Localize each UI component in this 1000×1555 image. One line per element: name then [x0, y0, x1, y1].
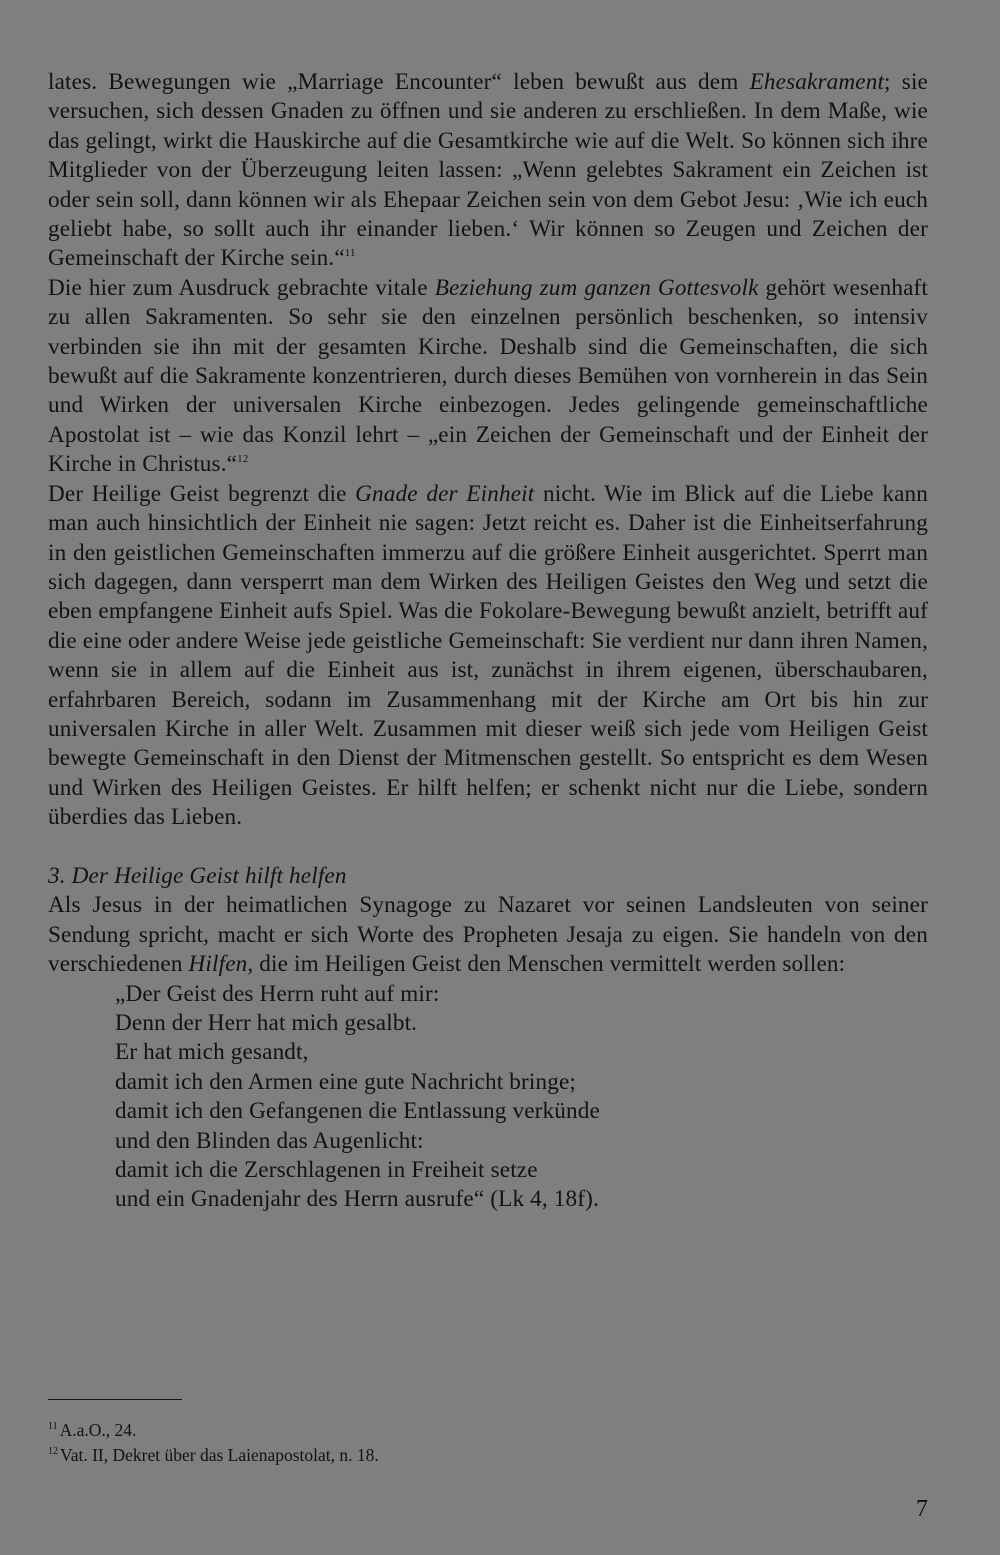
quote-line: Denn der Herr hat mich gesalbt. [115, 1009, 418, 1036]
section-heading: 3. Der Heilige Geist hilft helfen [48, 862, 347, 889]
paragraph [48, 891, 928, 979]
emphasis: Beziehung zum ganzen Gottesvolk [434, 274, 759, 301]
quote-line: „Der Geist des Herrn ruht auf mir: [115, 980, 440, 1007]
paragraph [48, 68, 928, 274]
quote-line: und ein Gnadenjahr des Herrn ausrufe“ (Lk 4, 18f). [115, 1186, 599, 1213]
footnote-text: Vat. II, Dekret über das Laienapostolat, n. 18. [60, 1445, 379, 1465]
footnote-text: A.a.O., 24. [59, 1420, 137, 1440]
text-run: nicht. Wie im Blick auf die Liebe kann man auch hinsichtlich der Einheit nie sagen: Jetzt reicht es. Daher ist die Einheitserfahrung in den geistlichen Gemeinschaften immerzu auf die größere Einheit ausgerichtet. Sperrt man sich dagegen, dann versperrt man dem Wirken des Heiligen Geistes den Weg und setzt die eben empfangene Einheit aufs Spiel. Was die Fokolare-Bewegung bewußt anzielt, betrifft auf die eine oder andere Weise jede geistliche Gemeinschaft: Sie verdient nur dann ihren Namen, wenn sie in allem auf die Einheit aus ist, zunächst in ihrem eigenen, überschaubaren, erfahrbaren Bereich, sodann im Zusammenhang mit der Kirche am Ort bis hin zur universalen Kirche in aller Welt. Zusammen mit dieser weiß sich jede vom Heiligen Geist bewegte Gemeinschaft in den Dienst der Mitmenschen gestellt. So entspricht es dem Wesen und Wirken des Heiligen Geistes. Er hilft helfen; er schenkt nicht nur die Liebe, sondern überdies das Lieben. [48, 480, 928, 831]
quote-line: und den Blinden das Augenlicht: [115, 1127, 424, 1154]
footnote [48, 1418, 928, 1443]
emphasis: Gnade der Einheit [355, 480, 535, 507]
quote-line: damit ich die Zerschlagenen in Freiheit setze [115, 1157, 538, 1184]
emphasis: Ehesakrament [749, 69, 885, 95]
page-number: 7 [916, 1496, 928, 1522]
footnote-reference: 11 [344, 247, 356, 260]
text-run: Die hier zum Ausdruck gebrachte vitale [48, 274, 435, 301]
scripture-quote [115, 980, 928, 1215]
quote-line: damit ich den Armen eine gute Nachricht bringe; [115, 1068, 576, 1095]
text-run: Der Heilige Geist begrenzt die [48, 480, 356, 507]
body-text [48, 68, 928, 1215]
footnote-divider [48, 1399, 182, 1400]
text-run: gehört wesenhaft zu allen Sakramenten. So sehr sie den einzelnen persönlich beschenken, so intensiv verbinden sie ihn mit der gesamten Kirche. Deshalb sind die Gemeinschaften, die sich bewußt auf die Sakramente konzentrieren, durch dieses Bemühen von vornherein in das Sein und Wirken der universalen Kirche einbezogen. Jedes gelingende gemeinschaftliche Apostolat ist – wie das Konzil lehrt – „ein Zeichen der Gemeinschaft und der Einheit der Kirche in Christus.“ [48, 274, 929, 478]
text-run: , die im Heiligen Geist den Menschen vermittelt werden sollen: [247, 951, 846, 978]
footnote-marker: 12 [48, 1446, 58, 1457]
text-run: lates. Bewegungen wie „Marriage Encounter“ leben bewußt aus dem [48, 69, 750, 95]
footnote [48, 1443, 928, 1468]
emphasis: Hilfen [188, 951, 248, 978]
footnote-reference: 12 [237, 453, 249, 466]
quote-line: damit ich den Gefangenen die Entlassung verkünde [115, 1098, 600, 1125]
quote-line: Er hat mich gesandt, [115, 1039, 309, 1066]
text-run: ; sie versuchen, sich dessen Gnaden zu öffnen und sie anderen zu erschließen. In dem Maße, wie das gelingt, wirkt die Hauskirche auf die Gesamtkirche wie auf die Welt. So können sich ihre Mitglieder von der Überzeugung leiten lassen: „Wenn gelebtes Sakrament ein Zeichen ist oder sein soll, dann können wir als Ehepaar Zeichen sein von dem Gebot Jesu: ‚Wie ich euch geliebt habe, so sollt auch ihr einander lieben.‘ Wir können so Zeugen und Zeichen der Gemeinschaft der Kirche sein.“ [48, 69, 928, 272]
footnotes [48, 1418, 928, 1468]
paragraph [48, 480, 928, 833]
text-run: Als Jesus in der heimatlichen Synagoge zu Nazaret vor seinen Landsleuten von seiner Sendung spricht, macht er sich Worte des Propheten Jesaja zu eigen. Sie handeln von den verschiedenen [48, 892, 928, 978]
paragraph [48, 274, 928, 480]
footnote-marker: 11 [48, 1421, 58, 1432]
